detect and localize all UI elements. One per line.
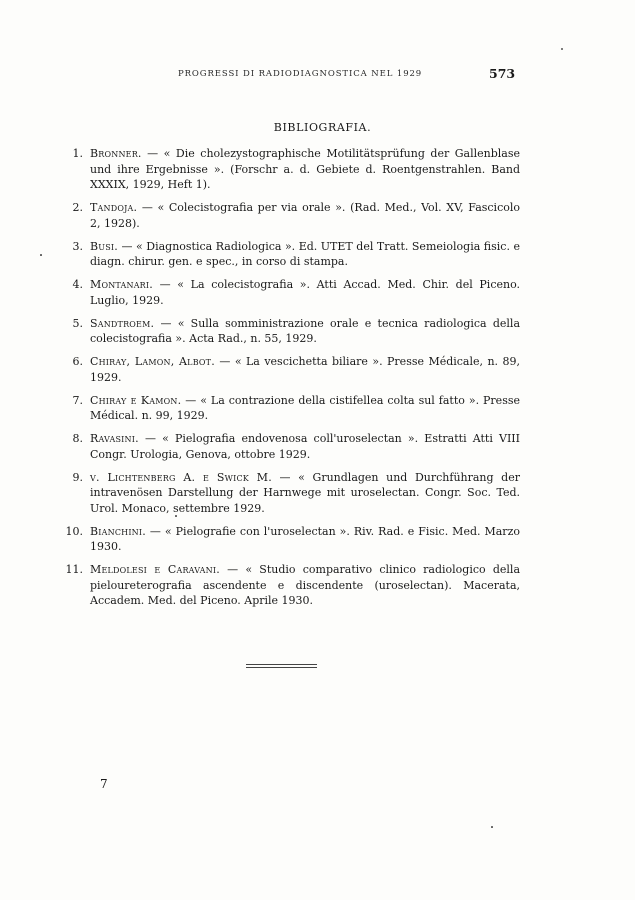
end-rule	[246, 664, 317, 665]
reference-author: Bianchini.	[90, 524, 146, 538]
print-speck	[175, 515, 177, 517]
reference-number: 4.	[72, 278, 83, 291]
reference-author: Tandoja.	[90, 201, 138, 214]
reference-number: 7.	[72, 393, 83, 407]
print-speck	[491, 826, 493, 828]
reference-author: Sandtroem.	[90, 316, 155, 330]
reference-list	[60, 146, 520, 616]
page-number: 573	[489, 66, 516, 81]
reference-text: — « Diagnostica Radiologica ». Ed. UTET del Tratt. Semeiologia fisic. e diagn. chirur. gen. e spec., in corso di stampa.	[90, 239, 520, 268]
reference-text: — « La vescichetta biliare ». Presse Médicale, n. 89, 1929.	[90, 355, 520, 384]
reference-text: — « Colecistografia per via orale ». (Rad. Med., Vol. XV, Fascicolo 2, 1928).	[90, 201, 520, 230]
reference-number: 2.	[72, 201, 83, 214]
running-title: PROGRESSI DI RADIODIAGNOSTICA NEL 1929	[178, 69, 423, 79]
section-title: BIBLIOGRAFIA.	[273, 121, 372, 134]
reference-number: 10.	[65, 524, 83, 538]
reference-number: 9.	[72, 470, 83, 484]
reference-item	[60, 393, 520, 424]
reference-number: 6.	[72, 355, 83, 368]
reference-number: 5.	[72, 316, 83, 330]
reference-author: v. Lichtenberg A. e Swick M.	[90, 470, 272, 484]
reference-text: — « Die cholezystographische Motilitätsprüfung der Gallenblase und ihre Ergebnisse ». (Forschr a. d. Gebiete d. Roentgenstrahlen. Band XXXIX, 1929, Heft 1).	[90, 147, 520, 191]
reference-text: — « Grundlagen und Durchführang der intravenösen Darstellung der Harnwege mit uroselectan. Congr. Soc. Ted. Urol. Monaco, settembre 1929.	[90, 470, 520, 515]
reference-text: — « Pielografia endovenosa coll'uroselectan ». Estratti Atti VIII Congr. Urologia, Genova, ottobre 1929.	[90, 432, 520, 461]
reference-item	[60, 316, 520, 347]
reference-number: 8.	[72, 432, 83, 445]
signature-mark: 7	[100, 777, 108, 791]
print-speck	[40, 254, 42, 256]
reference-item	[60, 524, 520, 555]
reference-item	[60, 470, 520, 517]
reference-text: — « Pielografie con l'uroselectan ». Riv. Rad. e Fisic. Med. Marzo 1930.	[90, 524, 520, 553]
reference-item	[60, 562, 520, 609]
end-rule	[246, 667, 317, 668]
reference-item	[60, 431, 520, 462]
print-speck	[561, 48, 563, 50]
reference-item	[60, 277, 520, 308]
reference-author: Bronner.	[90, 147, 142, 160]
reference-number: 3.	[72, 239, 83, 253]
reference-item	[60, 146, 520, 193]
reference-author: Chiray, Lamon, Albot.	[90, 355, 215, 368]
reference-text: — « La colecistografia ». Atti Accad. Med. Chir. del Piceno. Luglio, 1929.	[90, 278, 520, 307]
reference-item	[60, 200, 520, 231]
reference-text: — « Sulla somministrazione orale e tecnica radiologica della colecistografia ». Acta Rad., n. 55, 1929.	[90, 316, 520, 345]
reference-number: 11.	[65, 563, 83, 576]
reference-text: — « La contrazione della cistifellea colta sul fatto ». Presse Médical. n. 99, 1929.	[90, 393, 520, 422]
reference-number: 1.	[72, 147, 83, 160]
reference-author: Meldolesi e Caravani.	[90, 563, 220, 576]
reference-author: Ravasini.	[90, 432, 139, 445]
reference-author: Montanari.	[90, 278, 153, 291]
reference-item	[60, 354, 520, 385]
reference-author: Busi.	[90, 239, 118, 253]
reference-text: — « Studio comparativo clinico radiologico della pieloureterografia ascendente e discendente (uroselectan). Macerata, Accadem. Med. del Piceno. Aprile 1930.	[90, 563, 520, 607]
reference-author: Chiray e Kamon.	[90, 393, 182, 407]
reference-item	[60, 239, 520, 270]
